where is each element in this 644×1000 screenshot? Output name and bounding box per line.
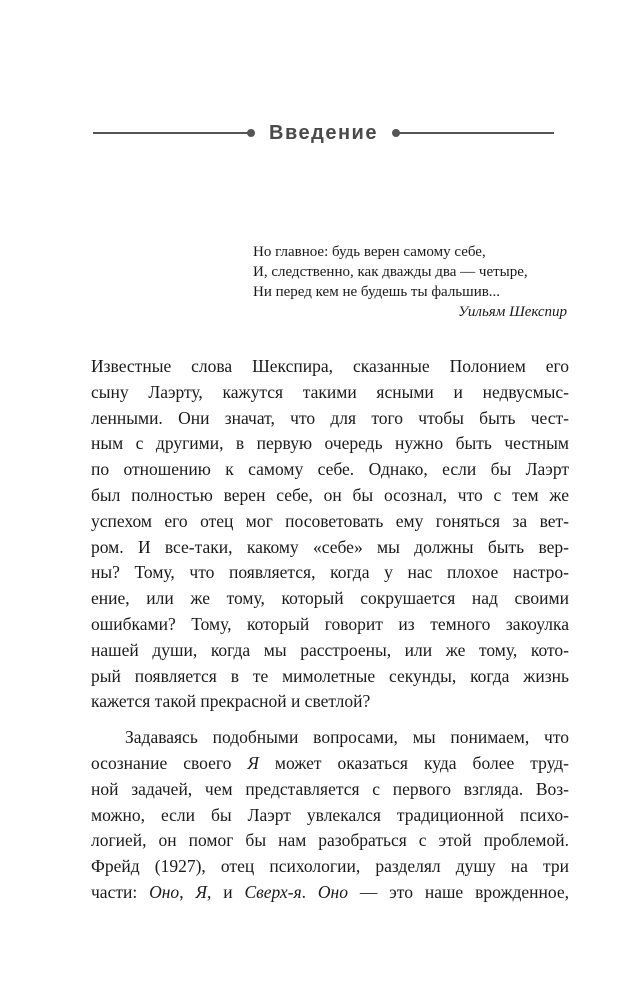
header-rule-dot-right <box>392 129 400 137</box>
text-run: части: <box>91 881 150 902</box>
body-text <box>91 354 569 906</box>
header-rule-dot-left <box>247 129 255 137</box>
text-run: осознание своего <box>91 752 248 773</box>
text-run: , <box>179 881 196 902</box>
text-line: ром. И все-таки, какому «себе» мы должны быть вер- <box>91 536 569 557</box>
text-line <box>91 751 569 777</box>
header-rule-left <box>93 132 253 134</box>
epigraph-author: Уильям Шекспир <box>458 304 567 320</box>
text-line: Задаваясь подобными вопросами, мы понимаем, что <box>125 727 569 748</box>
text-run: . <box>301 881 318 902</box>
text-line <box>91 880 569 906</box>
text-line: успехом его отец мог посоветовать ему гоняться за вет- <box>91 510 569 531</box>
text-line: рый появляется в те мимолетные секунды, когда жизнь <box>91 665 569 686</box>
text-run: , и <box>206 881 245 902</box>
italic-term: Я <box>195 881 207 902</box>
text-line: Фрейд (1927), отец психологии, разделял душу на три <box>91 856 569 877</box>
italic-term: Оно <box>149 881 180 902</box>
italic-term: Оно <box>317 881 348 902</box>
text-line: логией, он помог бы нам разобраться с этой проблемой. <box>91 830 569 851</box>
epigraph-line: Но главное: будь верен самому себе, <box>253 244 486 260</box>
epigraph <box>253 242 567 322</box>
paragraph-1 <box>91 354 569 715</box>
text-run: — это наше врожденное, <box>348 881 569 902</box>
italic-term: Сверх-я <box>244 881 302 902</box>
chapter-header <box>93 120 554 146</box>
text-line: ной задачей, чем представляется с первого взгляда. Воз- <box>91 778 569 799</box>
chapter-title: Введение <box>269 121 378 144</box>
text-line: кажется такой прекрасной и светлой? <box>91 691 371 712</box>
text-line: ошибками? Тому, который говорит из темного закоулка <box>91 613 569 634</box>
italic-term: Я <box>247 752 259 773</box>
epigraph-line: Ни перед кем не будешь ты фальшив... <box>253 284 501 300</box>
paragraph-2 <box>91 725 569 906</box>
text-line: ным с другими, в первую очередь нужно быть честным <box>91 433 569 454</box>
text-line: ны? Тому, что появляется, когда у нас плохое настро- <box>91 562 569 583</box>
header-rule-right <box>394 132 554 134</box>
text-line: по отношению к самому себе. Однако, если бы Лаэрт <box>91 459 569 480</box>
text-line: ленными. Они значат, что для того чтобы быть чест- <box>91 407 569 428</box>
text-line: Известные слова Шекспира, сказанные Полонием его <box>91 356 569 376</box>
text-line: был полностью верен себе, он бы осознал, что с тем же <box>91 484 569 505</box>
text-line: ение, или же тому, который сокрушается над своими <box>91 588 569 609</box>
text-line: нашей души, когда мы расстроены, или же тому, кото- <box>91 639 569 660</box>
text-run: может оказаться куда более труд- <box>258 752 569 773</box>
text-line: можно, если бы Лаэрт увлекался традиционной психо- <box>91 804 569 825</box>
epigraph-line: И, следственно, как дважды два — четыре, <box>253 264 528 280</box>
text-line: сыну Лаэрту, кажутся такими ясными и недвусмыс- <box>91 381 569 402</box>
